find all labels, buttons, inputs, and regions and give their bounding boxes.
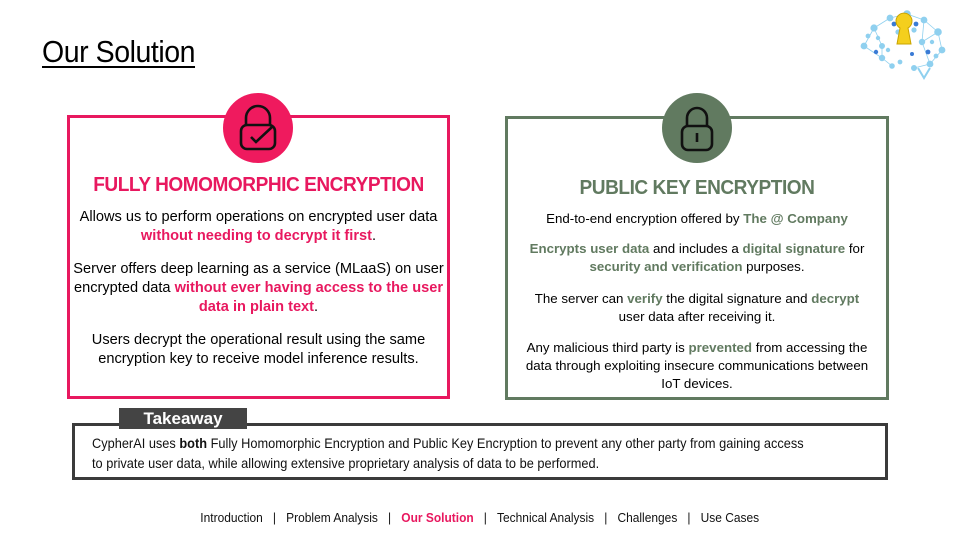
pke-paragraph-1 (508, 210, 886, 228)
nav-technical-analysis[interactable]: Technical Analysis (497, 510, 595, 525)
takeaway-text (92, 434, 814, 473)
page-title: Our Solution (42, 34, 196, 69)
fhe-paragraph-1 (70, 208, 447, 246)
pke-heading: PUBLIC KEY ENCRYPTION (579, 176, 815, 199)
nav-separator: | (604, 510, 608, 525)
takeaway-box (72, 423, 888, 480)
section-nav (0, 510, 960, 525)
takeaway-text-2: Fully Homomorphic Encryption and Public Key Encryption to prevent any other party from gaining access to private user data, while allowing extensive proprietary analysis of data to be performed. (92, 436, 804, 471)
fhe-p2-end: . (314, 299, 319, 315)
pke-p1-highlight: The @ Company (743, 211, 848, 226)
pke-p2-text-2: for (845, 241, 865, 256)
pke-p2-highlight-1: Encrypts user data (529, 241, 650, 256)
pke-p3-text-2: the digital signature and (662, 291, 812, 306)
pke-paragraph-2 (508, 240, 886, 276)
nav-separator: | (687, 510, 691, 525)
pke-p4-text-2: from accessing the data through exploiting insecure communications between IoT devices. (525, 340, 869, 391)
fhe-p2-highlight: without ever having access to the user data in plain text (174, 280, 444, 315)
nav-our-solution[interactable]: Our Solution (401, 510, 474, 525)
padlock-icon (662, 93, 732, 163)
pke-paragraph-3 (508, 290, 886, 326)
pke-p2-highlight-3: security and verification (589, 259, 743, 274)
brain-keyhole-logo-icon (852, 6, 952, 82)
pke-p2-text-3: purposes. (742, 259, 805, 274)
fhe-heading: FULLY HOMOMORPHIC ENCRYPTION (93, 173, 424, 196)
fhe-paragraph-2 (70, 260, 447, 317)
fhe-p1-end: . (372, 228, 377, 244)
takeaway-emphasis: both (179, 436, 208, 451)
fhe-p1-highlight: without needing to decrypt it first (140, 228, 372, 244)
nav-problem-analysis[interactable]: Problem Analysis (286, 510, 379, 525)
fhe-paragraph-3: Users decrypt the operational result using the same encryption key to receive model inference results. (91, 332, 426, 367)
pke-p4-highlight: prevented (688, 340, 753, 355)
nav-challenges[interactable]: Challenges (617, 510, 678, 525)
nav-separator: | (388, 510, 392, 525)
nav-introduction[interactable]: Introduction (200, 510, 264, 525)
pke-paragraph-4 (508, 339, 886, 393)
takeaway-text-1: CypherAI uses (92, 436, 180, 451)
lock-check-icon (223, 93, 293, 163)
pke-p4-text-1: Any malicious third party is (526, 340, 689, 355)
pke-p3-highlight-1: verify (627, 291, 663, 306)
nav-use-cases[interactable]: Use Cases (700, 510, 760, 525)
nav-separator: | (273, 510, 277, 525)
pke-p3-highlight-2: decrypt (811, 291, 860, 306)
fhe-p2-text: Server offers deep learning as a service (MLaaS) on user encrypted data (73, 261, 444, 296)
pke-p3-text-3: user data after receiving it. (618, 309, 776, 324)
takeaway-label: Takeaway (119, 408, 247, 429)
pke-p2-text-1: and includes a (649, 241, 743, 256)
fhe-p1-text: Allows us to perform operations on encrypted user data (79, 209, 438, 225)
nav-separator: | (484, 510, 488, 525)
pke-p3-text-1: The server can (534, 291, 628, 306)
pke-p1-text: End-to-end encryption offered by (546, 211, 744, 226)
pke-p2-highlight-2: digital signature (742, 241, 846, 256)
